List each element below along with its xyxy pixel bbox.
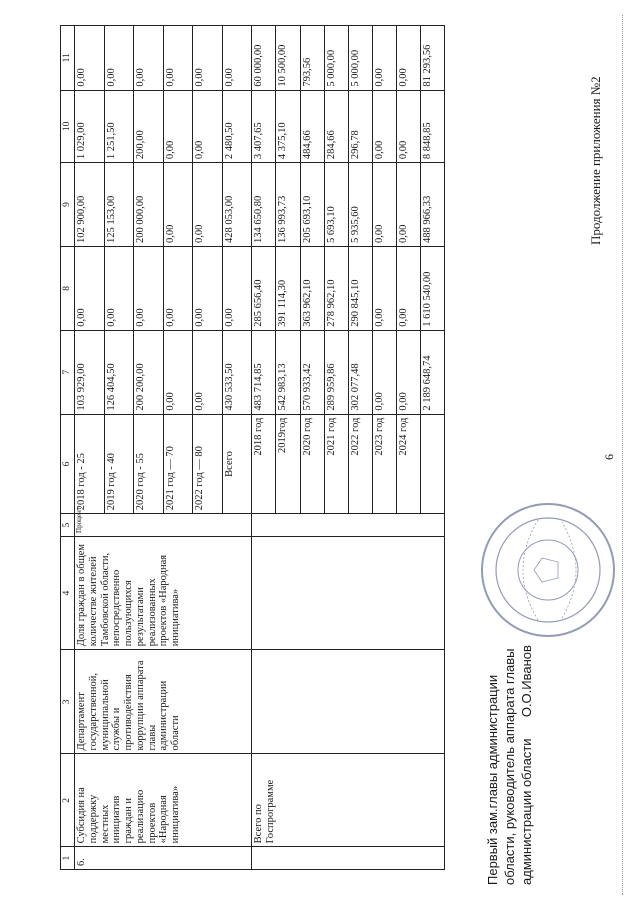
- year-label: Всего: [222, 414, 252, 514]
- signature-line: Первый зам.главы администрации: [485, 674, 500, 885]
- cell-other: 60 000,00: [252, 26, 276, 91]
- header-cell: 2: [61, 754, 75, 847]
- cell-total: 0,00: [193, 330, 223, 414]
- cell-federal: 290 845,10: [348, 246, 372, 330]
- cell-local: 1 029,00: [75, 90, 105, 163]
- appendix-subtitle: Продолжение приложения №2: [588, 76, 603, 245]
- year-label: 2023 год: [372, 414, 396, 514]
- cell-local: 1 251,50: [104, 90, 134, 163]
- cell-other: 0,00: [163, 26, 193, 91]
- cell-local: 484,66: [300, 90, 324, 163]
- year-label: 2018 год - 25: [75, 414, 105, 514]
- cell-other: 0,00: [396, 26, 420, 91]
- cell-total: 126 404,50: [104, 330, 134, 414]
- cell-other: 5 000,00: [324, 26, 348, 91]
- cell-federal: 0,00: [193, 246, 223, 330]
- header-cell: 3: [61, 650, 75, 754]
- cell-regional: 488 966,33: [420, 163, 444, 247]
- year-label: 2018 год: [252, 414, 276, 514]
- year-label: 2020 год: [300, 414, 324, 514]
- cell-other: 793,56: [300, 26, 324, 91]
- cell-other: 0,00: [75, 26, 105, 91]
- header-row: [61, 26, 75, 870]
- cell-local: 8 848,85: [420, 90, 444, 163]
- cell-regional: 428 053,00: [222, 163, 252, 247]
- cell-regional: 0,00: [193, 163, 223, 247]
- cell-regional: 136 993,73: [276, 163, 300, 247]
- year-label: 2019год: [276, 414, 300, 514]
- year-label: 2021 год — 70: [163, 414, 193, 514]
- cell-regional: 0,00: [372, 163, 396, 247]
- cell-total: 289 959,86: [324, 330, 348, 414]
- cell-other: 0,00: [134, 26, 164, 91]
- cell-local: 4 375,10: [276, 90, 300, 163]
- cell-regional: 102 900,00: [75, 163, 105, 247]
- cell-total: 2 189 648,74: [420, 330, 444, 414]
- cell-total: 542 983,13: [276, 330, 300, 414]
- cell-total: 483 714,85: [252, 330, 276, 414]
- page-number: 6: [602, 454, 616, 460]
- year-label: 2024 год: [396, 414, 420, 514]
- cell-local: 3 407,65: [252, 90, 276, 163]
- header-cell: 5: [61, 514, 75, 537]
- header-cell: 9: [61, 163, 75, 247]
- cell-total: 570 933,42: [300, 330, 324, 414]
- cell-regional: 5 935,60: [348, 163, 372, 247]
- table-row: [252, 26, 276, 870]
- cell-total: 302 077,48: [348, 330, 372, 414]
- signature-line: области, руководитель аппарата главы: [501, 648, 517, 885]
- cell-federal: 0,00: [372, 246, 396, 330]
- program-table: [60, 25, 445, 870]
- empty-cell: [252, 847, 445, 870]
- program-total-name: Всего по Госпрограмме: [252, 754, 445, 847]
- cell-total: 0,00: [372, 330, 396, 414]
- cell-other: 81 293,56: [420, 26, 444, 91]
- cell-local: 0,00: [193, 90, 223, 163]
- cell-total: 103 929,00: [75, 330, 105, 414]
- signature-line: администрации области: [518, 738, 534, 885]
- empty-cell: [420, 414, 444, 514]
- signatory-name: О.О.Иванов: [518, 645, 534, 718]
- empty-cell: [252, 650, 445, 754]
- cell-other: 0,00: [104, 26, 134, 91]
- cell-regional: 0,00: [163, 163, 193, 247]
- cell-federal: 278 962,10: [324, 246, 348, 330]
- cell-federal: 0,00: [134, 246, 164, 330]
- cell-federal: 391 114,30: [276, 246, 300, 330]
- cell-federal: 0,00: [222, 246, 252, 330]
- cell-local: 200,00: [134, 90, 164, 163]
- table-row: [75, 26, 105, 870]
- cell-other: 10 500,00: [276, 26, 300, 91]
- cell-regional: 134 650,80: [252, 163, 276, 247]
- year-label: 2019 год - 40: [104, 414, 134, 514]
- cell-total: 430 533,50: [222, 330, 252, 414]
- header-cell: 4: [61, 536, 75, 649]
- header-cell: 7: [61, 330, 75, 414]
- cell-total: 0,00: [163, 330, 193, 414]
- year-label: 2021 год: [324, 414, 348, 514]
- year-label: 2020 год - 55: [134, 414, 164, 514]
- measure-name: Субсидия на поддержку местных инициатив граждан и реализацию проектов «Народная инициатива»: [75, 754, 252, 847]
- cell-regional: 0,00: [396, 163, 420, 247]
- empty-cell: [252, 536, 445, 649]
- scan-edge-line: [622, 15, 623, 895]
- header-cell: 8: [61, 246, 75, 330]
- cell-federal: 0,00: [163, 246, 193, 330]
- cell-federal: 0,00: [396, 246, 420, 330]
- cell-federal: 0,00: [104, 246, 134, 330]
- header-cell: 11: [61, 26, 75, 91]
- cell-federal: 285 656,40: [252, 246, 276, 330]
- executor: Департамент государственной, муниципальной службы и противодействия коррупции аппарата главы администрации области: [75, 650, 252, 754]
- empty-cell: [252, 514, 445, 537]
- year-label: 2022 год: [348, 414, 372, 514]
- header-cell: 10: [61, 90, 75, 163]
- cell-federal: 363 962,10: [300, 246, 324, 330]
- cell-other: 0,00: [193, 26, 223, 91]
- row-number: 6.: [75, 847, 252, 870]
- cell-federal: 0,00: [75, 246, 105, 330]
- cell-regional: 205 693,10: [300, 163, 324, 247]
- cell-local: 0,00: [163, 90, 193, 163]
- official-seal: [478, 500, 618, 640]
- cell-regional: 200 000,00: [134, 163, 164, 247]
- cell-federal: 1 610 540,00: [420, 246, 444, 330]
- cell-local: 0,00: [396, 90, 420, 163]
- cell-total: 0,00: [396, 330, 420, 414]
- signature-block: [485, 645, 536, 885]
- cell-local: 284,66: [324, 90, 348, 163]
- cell-local: 0,00: [372, 90, 396, 163]
- cell-other: 0,00: [222, 26, 252, 91]
- cell-regional: 5 693,10: [324, 163, 348, 247]
- header-cell: 1: [61, 847, 75, 870]
- cell-other: 0,00: [372, 26, 396, 91]
- unit: Процент: [75, 514, 252, 537]
- indicator: Доля граждан в общем количестве жителей Тамбовской области, непосредственно пользующихся результатами реализованных проектов «Народная инициатива»: [75, 536, 252, 649]
- cell-local: 2 480,50: [222, 90, 252, 163]
- header-cell: 6: [61, 414, 75, 514]
- cell-other: 5 000,00: [348, 26, 372, 91]
- cell-total: 200 200,00: [134, 330, 164, 414]
- cell-local: 296,78: [348, 90, 372, 163]
- year-label: 2022 год — 80: [193, 414, 223, 514]
- cell-regional: 125 153,00: [104, 163, 134, 247]
